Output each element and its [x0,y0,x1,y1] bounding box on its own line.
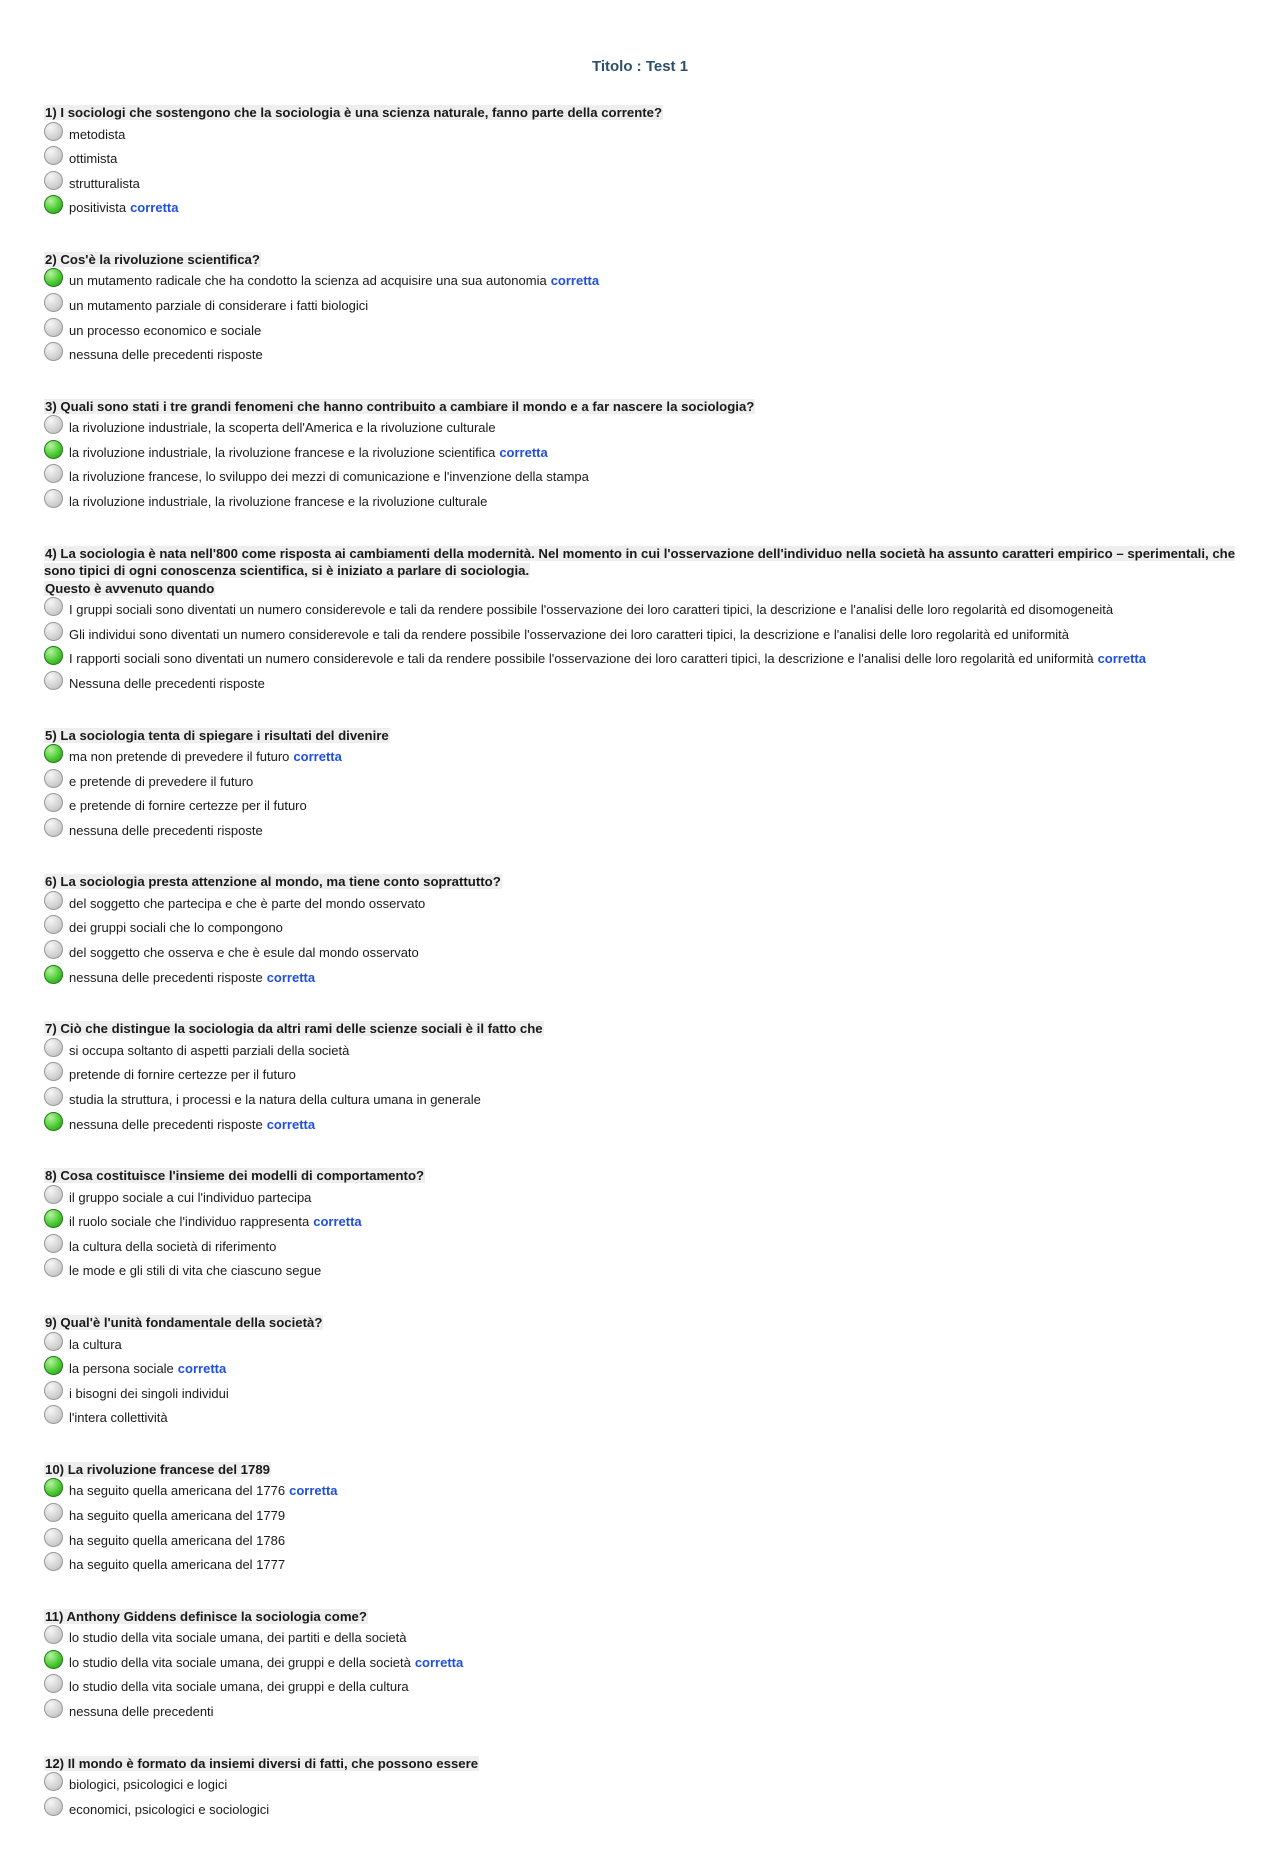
answer-label [69,774,253,789]
answer-text: e pretende di fornire certezze per il futuro [69,798,307,814]
answer-text: I gruppi sociali sono diventati un numero considerevole e tali da rendere possibile l'osservazione dei loro caratteri tipici, la descrizione e l'analisi delle loro regolarità ed disomogeneità [69,602,1114,618]
answer-option[interactable] [44,1238,1244,1263]
answer-text: del soggetto che partecipa e che è parte del mondo osservato [69,895,426,911]
radio-selected-icon[interactable] [44,195,63,214]
answer-label [69,445,548,460]
answer-text: ha seguito quella americana del 1776 [69,1483,286,1499]
question-text: 10) La rivoluzione francese del 1789 [45,1461,271,1477]
answer-label [69,469,589,484]
answer-text: la rivoluzione industriale, la scoperta dell'America e la rivoluzione culturale [69,420,496,436]
question-1 [44,104,1244,224]
question-header [44,1167,1244,1185]
answer-option[interactable] [44,199,1244,224]
answer-text: ha seguito quella americana del 1786 [69,1532,286,1548]
answer-option[interactable] [44,601,1244,626]
answer-text: nessuna delle precedenti risposte [69,969,263,985]
answer-text: un processo economico e sociale [69,322,262,338]
answer-text: la persona sociale [69,1361,174,1377]
answer-option[interactable] [44,1066,1244,1091]
answer-option[interactable] [44,1116,1244,1141]
question-text: 5) La sociologia tenta di spiegare i risultati del divenire [45,727,389,743]
question-5 [44,727,1244,847]
answer-option[interactable] [44,126,1244,151]
answer-text: nessuna delle precedenti risposte [69,347,263,363]
correct-badge: corretta [550,273,600,289]
radio-unselected-icon[interactable] [44,489,63,508]
radio-unselected-icon[interactable] [44,769,63,788]
answer-text: lo studio della vita sociale umana, dei gruppi e della società [69,1654,411,1670]
answer-label [69,1117,315,1132]
question-3 [44,398,1244,518]
radio-unselected-icon[interactable] [44,622,63,641]
answer-option[interactable] [44,797,1244,822]
answer-text: nessuna delle precedenti [69,1704,214,1720]
answer-label [69,1067,296,1082]
page-title: Titolo : Test 1 [591,58,689,75]
answer-text: ha seguito quella americana del 1777 [69,1557,286,1573]
answer-label [69,1533,285,1548]
answer-option[interactable] [44,1336,1244,1361]
question-text: 3) Quali sono stati i tre grandi fenomeni che hanno contribuito a cambiare il mondo e a far nascere la sociologia? [45,398,755,414]
answer-label [69,749,342,764]
question-text-line2: Questo è avvenuto quando [45,580,215,596]
answer-text: la rivoluzione industriale, la rivoluzione francese e la rivoluzione scientifica [69,444,496,460]
answer-option[interactable] [44,969,1244,994]
answer-option[interactable] [44,175,1244,200]
answer-label [69,798,307,813]
question-10 [44,1461,1244,1581]
radio-unselected-icon[interactable] [44,1674,63,1693]
quiz-list [44,104,1244,1852]
correct-badge: corretta [293,749,342,764]
radio-unselected-icon[interactable] [44,171,63,190]
answer-text: pretende di fornire certezze per il futuro [69,1067,296,1083]
question-6 [44,873,1244,993]
answer-text: ha seguito quella americana del 1779 [69,1507,286,1523]
radio-unselected-icon[interactable] [44,940,63,959]
answer-label [69,1704,214,1719]
answer-option[interactable] [44,650,1244,675]
answer-option[interactable] [44,322,1244,347]
answer-text: I rapporti sociali sono diventati un numero considerevole e tali da rendere possibile l'osservazione dei loro caratteri tipici, la descrizione e l'analisi delle loro regolarità ed uniformità [69,651,1094,667]
question-header [44,251,1244,269]
radio-selected-icon[interactable] [44,1478,63,1497]
question-header [44,1461,1244,1479]
radio-selected-icon[interactable] [44,1112,63,1131]
question-text: 12) Il mondo è formato da insiemi diversi di fatti, che possono essere [45,1755,479,1771]
radio-unselected-icon[interactable] [44,1332,63,1351]
answer-option[interactable] [44,1629,1244,1654]
answer-option[interactable] [44,1091,1244,1116]
answer-option[interactable] [44,895,1244,920]
answer-label [69,1557,285,1572]
answer-text: economici, psicologici e sociologici [69,1801,270,1817]
answer-text: ottimista [69,151,118,167]
question-header [44,398,1244,416]
question-header [44,873,1244,891]
answer-text: dei gruppi sociali che lo compongono [69,920,283,936]
radio-unselected-icon[interactable] [44,1062,63,1081]
question-2 [44,251,1244,371]
answer-option[interactable] [44,1385,1244,1410]
radio-unselected-icon[interactable] [44,1038,63,1057]
correct-badge: corretta [266,969,316,985]
answer-option[interactable] [44,297,1244,322]
correct-badge: corretta [177,1361,227,1377]
radio-selected-icon[interactable] [44,440,63,459]
radio-unselected-icon[interactable] [44,1699,63,1718]
answer-label [69,1410,168,1425]
answer-option[interactable] [44,1532,1244,1557]
answer-text: studia la struttura, i processi e la natura della cultura umana in generale [69,1091,481,1107]
answer-label [69,1337,122,1352]
answer-label [69,896,425,911]
answer-option[interactable] [44,1703,1244,1728]
answer-option[interactable] [44,773,1244,798]
radio-selected-icon[interactable] [44,744,63,763]
answer-label [69,127,125,142]
radio-unselected-icon[interactable] [44,293,63,312]
question-text: 7) Ciò che distingue la sociologia da altri rami delle scienze sociali è il fatto che [45,1021,543,1037]
answer-label [69,298,368,313]
answer-option[interactable] [44,1213,1244,1238]
answer-text: Nessuna delle precedenti risposte [69,675,265,691]
radio-unselected-icon[interactable] [44,1381,63,1400]
answer-text: le mode e gli stili di vita che ciascuno segue [69,1263,322,1279]
radio-unselected-icon[interactable] [44,342,63,361]
answer-option[interactable] [44,346,1244,371]
radio-unselected-icon[interactable] [44,1528,63,1547]
answer-option[interactable] [44,444,1244,469]
radio-unselected-icon[interactable] [44,415,63,434]
answer-label [69,200,179,215]
answer-label [69,176,140,191]
radio-unselected-icon[interactable] [44,1405,63,1424]
answer-text: il ruolo sociale che l'individuo rappresenta [69,1214,310,1230]
answer-option[interactable] [44,1482,1244,1507]
answer-label [69,920,283,935]
radio-selected-icon[interactable] [44,965,63,984]
radio-unselected-icon[interactable] [44,1625,63,1644]
answer-option[interactable] [44,1801,1244,1826]
question-text: 11) Anthony Giddens definisce la sociologia come? [45,1608,367,1624]
answer-option[interactable] [44,1654,1244,1679]
radio-unselected-icon[interactable] [44,146,63,165]
answer-text: la rivoluzione francese, lo sviluppo dei mezzi di comunicazione e l'invenzione della stampa [69,469,589,485]
question-header [44,104,1244,122]
correct-badge: corretta [499,444,548,460]
answer-label [69,1190,311,1205]
answer-text: l'intera collettività [69,1410,168,1426]
question-header [44,1314,1244,1332]
radio-unselected-icon[interactable] [44,1185,63,1204]
answer-label [69,1679,409,1694]
answer-label [69,1483,338,1498]
answer-text: nessuna delle precedenti risposte [69,1116,263,1132]
answer-option[interactable] [44,468,1244,493]
answer-label [69,347,263,362]
answer-option[interactable] [44,822,1244,847]
radio-unselected-icon[interactable] [44,1797,63,1816]
radio-unselected-icon[interactable] [44,1087,63,1106]
answer-text: biologici, psicologici e logici [69,1777,228,1793]
answer-label [69,1386,229,1401]
answer-label [69,1092,481,1107]
question-text: 8) Cosa costituisce l'insieme dei modelli di comportamento? [45,1168,425,1184]
answer-text: Gli individui sono diventati un numero considerevole e tali da rendere possibile l'osservazione dei loro caratteri tipici, la descrizione e l'analisi delle loro regolarità ed uniformità [69,626,1069,642]
answer-text: e pretende di prevedere il futuro [69,773,254,789]
question-text: 4) La sociologia è nata nell'800 come risposta ai cambiamenti della modernità. Nel momento in cui l'osservazione dell'individuo nella società ha assunto caratteri empirico – sperimentali, che sono tipici di ogni conoscenza scientifica, si è iniziato a parlare di sociologia. [44,545,1236,579]
answer-text: metodista [69,126,126,142]
question-12 [44,1755,1244,1826]
answer-option[interactable] [44,1189,1244,1214]
radio-unselected-icon[interactable] [44,891,63,910]
radio-unselected-icon[interactable] [44,597,63,616]
question-header [44,727,1244,745]
answer-option[interactable] [44,944,1244,969]
answer-option[interactable] [44,1507,1244,1532]
answer-label [69,323,261,338]
answer-option[interactable] [44,1556,1244,1581]
answer-text: del soggetto che osserva e che è esule dal mondo osservato [69,945,419,961]
answer-option[interactable] [44,493,1244,518]
correct-badge: corretta [130,200,179,216]
answer-label [69,1508,285,1523]
answer-label [44,650,1244,667]
answer-label [69,1239,276,1254]
question-header [44,1020,1244,1038]
answer-text: i bisogni dei singoli individui [69,1385,229,1401]
answer-option[interactable] [44,1409,1244,1434]
answer-label [69,1655,463,1670]
answer-label [69,602,1113,617]
answer-option[interactable] [44,1360,1244,1385]
answer-label [69,420,496,435]
answer-label [69,494,487,509]
answer-label [69,676,265,691]
radio-unselected-icon[interactable] [44,1552,63,1571]
answer-label [69,273,599,288]
question-11 [44,1608,1244,1728]
correct-badge: corretta [414,1654,464,1670]
answer-option[interactable] [44,1678,1244,1703]
answer-text: un mutamento parziale di considerare i fatti biologici [69,297,369,313]
answer-option[interactable] [44,272,1244,297]
answer-label [69,151,117,166]
radio-unselected-icon[interactable] [44,122,63,141]
correct-badge: corretta [289,1483,338,1499]
question-header [44,1755,1244,1773]
radio-unselected-icon[interactable] [44,464,63,483]
answer-label [69,627,1069,642]
radio-unselected-icon[interactable] [44,915,63,934]
answer-text: la cultura della società di riferimento [69,1238,277,1254]
answer-option[interactable] [44,1042,1244,1067]
radio-unselected-icon[interactable] [44,1234,63,1253]
radio-unselected-icon[interactable] [44,671,63,690]
question-text: 1) I sociologi che sostengono che la sociologia è una scienza naturale, fanno parte della corrente? [45,105,663,120]
answer-text: lo studio della vita sociale umana, dei partiti e della società [69,1630,407,1646]
answer-text: la rivoluzione industriale, la rivoluzione francese e la rivoluzione culturale [69,494,488,510]
answer-text: il gruppo sociale a cui l'individuo partecipa [69,1189,312,1205]
answer-label [69,1361,226,1376]
answer-text: lo studio della vita sociale umana, dei gruppi e della cultura [69,1679,409,1695]
answer-label [69,1802,269,1817]
answer-label [69,945,419,960]
answer-label [69,1214,362,1229]
answer-label [69,1630,406,1645]
question-text: 9) Qual'è l'unità fondamentale della società? [45,1315,323,1330]
answer-option[interactable] [44,1776,1244,1801]
answer-label [69,1043,349,1058]
answer-text: la cultura [69,1336,122,1352]
answer-label [69,823,263,838]
answer-text: un mutamento radicale che ha condotto la scienza ad acquisire una sua autonomia [69,273,547,289]
question-9 [44,1314,1244,1434]
correct-badge: corretta [1097,651,1146,667]
radio-selected-icon[interactable] [44,1356,63,1375]
radio-unselected-icon[interactable] [44,818,63,837]
answer-option[interactable] [44,748,1244,773]
answer-text: positivista [69,200,127,216]
correct-badge: corretta [313,1214,362,1230]
radio-unselected-icon[interactable] [44,1258,63,1277]
answer-label [69,1263,321,1278]
question-7 [44,1020,1244,1140]
answer-text: strutturalista [69,175,140,191]
answer-text: si occupa soltanto di aspetti parziali della società [69,1042,350,1058]
question-header [44,545,1244,598]
radio-selected-icon[interactable] [44,1209,63,1228]
question-4 [44,545,1244,700]
question-8 [44,1167,1244,1287]
radio-unselected-icon[interactable] [44,1772,63,1791]
answer-text: nessuna delle precedenti risposte [69,822,263,838]
radio-unselected-icon[interactable] [44,793,63,812]
radio-selected-icon[interactable] [44,1650,63,1669]
answer-label [69,1777,227,1792]
answer-option[interactable] [44,419,1244,444]
radio-unselected-icon[interactable] [44,1503,63,1522]
answer-option[interactable] [44,150,1244,175]
answer-label [69,970,315,985]
correct-badge: corretta [266,1116,316,1132]
answer-option[interactable] [44,626,1244,651]
question-header [44,1608,1244,1626]
answer-text: ma non pretende di prevedere il futuro [69,749,290,764]
radio-unselected-icon[interactable] [44,318,63,337]
answer-option[interactable] [44,675,1244,700]
answer-option[interactable] [44,1262,1244,1287]
question-text: 6) La sociologia presta attenzione al mondo, ma tiene conto soprattutto? [45,874,501,890]
question-text: 2) Cos'è la rivoluzione scientifica? [45,251,260,267]
answer-option[interactable] [44,919,1244,944]
radio-selected-icon[interactable] [44,268,63,287]
